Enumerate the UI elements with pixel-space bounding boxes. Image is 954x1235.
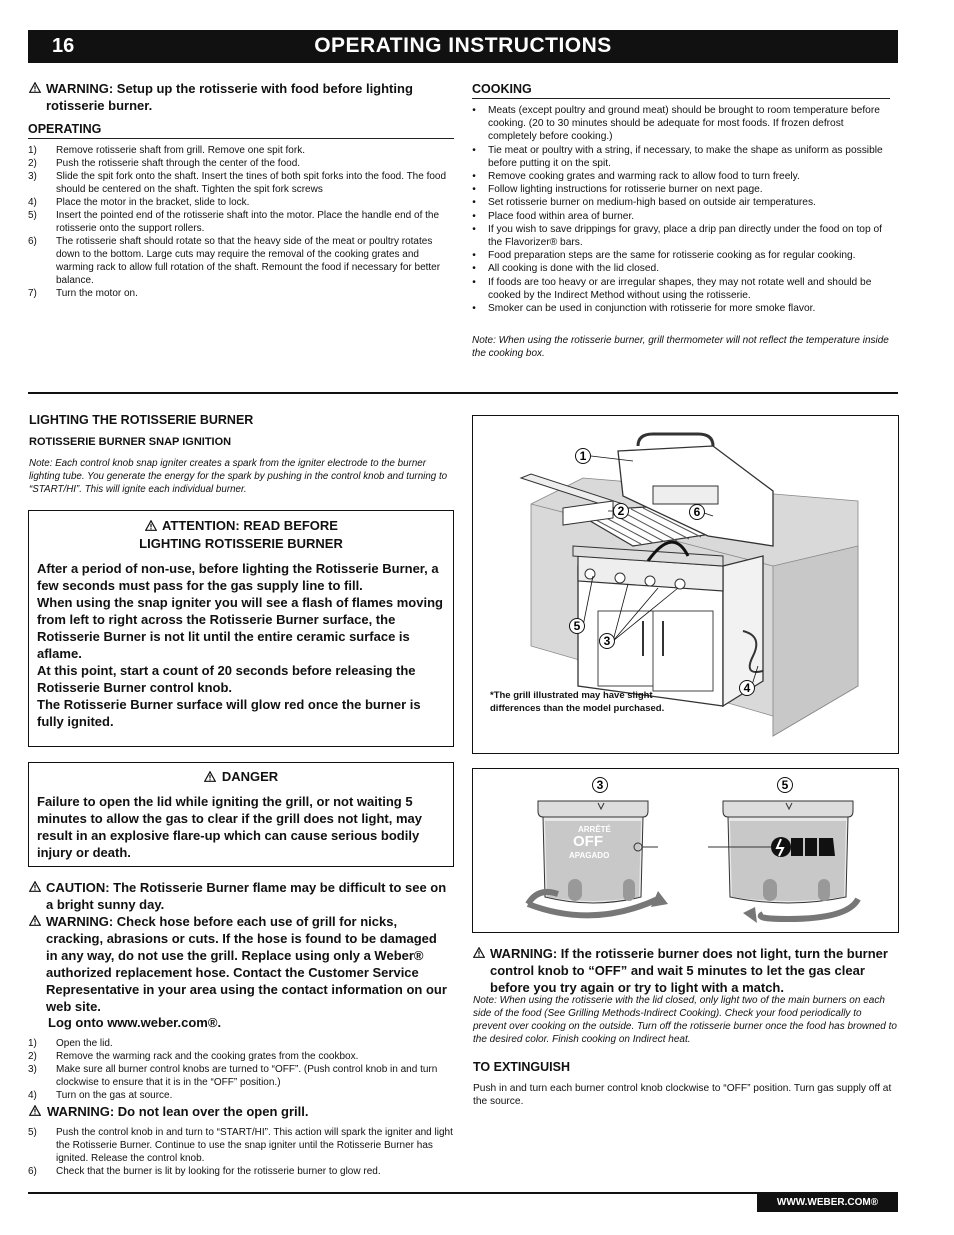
list-item — [28, 144, 448, 157]
bullet-icon: • — [472, 210, 476, 222]
list-item-number: 4) — [28, 1090, 37, 1101]
callout-1: 1 — [579, 449, 587, 463]
knob-drawing — [473, 769, 898, 932]
bullet-text: Meats (except poultry and ground meat) should be brought to room temperature before cooking. (20 to 30 minutes should be adequate for most foods. If frozen defrost completely before cooking.) — [488, 105, 880, 143]
bullet-icon: • — [472, 197, 476, 209]
page-header — [28, 30, 898, 63]
bullet-text: Follow lighting instructions for rotisserie burner on next page. — [488, 184, 763, 196]
knob-callout-5: 5 — [781, 778, 789, 792]
list-item-text: Push the control knob in and turn to “START/HI”. This action will spark the igniter and light the Rotisserie Burner. Continue to use the snap igniter until the Rotisserie Burner has ignited. Release the control knob. — [56, 1127, 453, 1164]
bullet-item — [460, 183, 890, 196]
bullet-icon: • — [472, 144, 476, 156]
list-item — [28, 1165, 454, 1178]
bullet-text: If foods are too heavy or are irregular shapes, they may not rotate well and should be cooked by the Indirect Method without using the rotisserie. — [488, 276, 872, 301]
bullet-item — [460, 170, 890, 183]
bullet-item — [460, 302, 890, 315]
callout-4: 4 — [743, 681, 751, 695]
bullet-icon: • — [472, 303, 476, 315]
warning-triangle-icon — [29, 879, 41, 913]
list-item-text: Make sure all burner control knobs are turned to “OFF”. (Push control knob in and turn clockwise to ensure that it is in the “OFF” position.) — [56, 1064, 438, 1088]
cooking-note: Note: When using the rotisserie burner, grill thermometer will not reflect the temperature inside the cooking box. — [472, 335, 889, 359]
list-item-text: Slide the spit fork onto the shaft. Insert the tines of both spit forks into the food. The food should be centered on the shaft. Tighten the spit fork screws — [56, 171, 447, 195]
list-item — [28, 1050, 454, 1063]
rotisserie-setup-warning — [29, 80, 449, 114]
bullet-item — [460, 249, 890, 262]
no-light-warning-block — [473, 945, 893, 996]
bullet-icon: • — [472, 105, 476, 116]
bullet-item — [460, 104, 890, 144]
list-item-text: The rotisserie shaft should rotate so that the heavy side of the meat or poultry rotates down to the bottom. Large cuts may require the removal of the cooking grates and warming rack to allow full rotation of the shaft. Remount the food if necessary for better balance. — [56, 236, 441, 286]
list-item — [28, 1063, 454, 1089]
list-item-number: 3) — [28, 1064, 37, 1075]
lighting-steps-a — [28, 1037, 454, 1102]
bullet-text: Set rotisserie burner on medium-high based on outside air temperatures. — [488, 197, 816, 209]
list-item — [28, 1126, 454, 1165]
callout-5: 5 — [573, 619, 581, 633]
knob-arrete-label: ARRÊTÉ — [578, 825, 611, 834]
bullet-item — [460, 262, 890, 275]
cooking-bullets — [460, 104, 890, 315]
list-item-number: 2) — [28, 1051, 37, 1062]
attention-paragraphs — [29, 552, 453, 730]
list-item — [28, 157, 448, 170]
section-divider — [28, 392, 898, 394]
list-item-text: Remove rotisserie shaft from grill. Remove one spit fork. — [56, 145, 305, 156]
list-item-number: 6) — [28, 1166, 37, 1177]
list-item-number: 5) — [28, 210, 37, 221]
bullet-icon: • — [472, 276, 476, 288]
cooking-title: COOKING — [472, 82, 890, 99]
page-number: 16 — [52, 35, 75, 57]
list-item — [28, 1089, 454, 1102]
list-item-text: Turn on the gas at source. — [56, 1090, 173, 1101]
hose-warning-text: WARNING: Check hose before each use of grill for nicks, cracking, abrasions or cuts. If the hose is found to be damaged in any way, do not use the grill. Replace using only a Weber® authorized replacement hose. Contact the Customer Service Representative in your area using the contact information on our web site. — [46, 914, 447, 1014]
lighting-subtitle: ROTISSERIE BURNER SNAP IGNITION — [29, 436, 232, 448]
bullet-icon: • — [472, 223, 476, 235]
page-title: OPERATING INSTRUCTIONS — [314, 34, 612, 57]
warning-triangle-icon — [204, 769, 217, 786]
attention-title-line2: LIGHTING ROTISSERIE BURNER — [139, 536, 343, 551]
knob-callout-3: 3 — [596, 778, 604, 792]
extinguish-text: Push in and turn each burner control knob clockwise to “OFF” position. Turn gas supply off at the source. — [473, 1083, 892, 1107]
footer-url: WWW.WEBER.COM® — [757, 1194, 898, 1212]
list-item-number: 4) — [28, 197, 37, 208]
list-item-number: 3) — [28, 171, 37, 182]
bullet-icon: • — [472, 184, 476, 196]
list-item-number: 1) — [28, 145, 37, 156]
attention-paragraph: When using the snap igniter you will see a flash of flames moving from left to right across the Rotisserie Burner surface, the Rotisserie Burner is not lit until the entire ceramic surface is aflame. — [37, 595, 443, 661]
list-item-text: Push the rotisserie shaft through the center of the food. — [56, 158, 301, 169]
lighting-steps-b — [28, 1126, 454, 1178]
warning-triangle-icon — [29, 80, 41, 114]
bullet-text: Tie meat or poultry with a string, if necessary, to make the shape as uniform as possible before putting it on the spit. — [488, 144, 883, 169]
danger-text: Failure to open the lid while igniting the grill, or not waiting 5 minutes to allow the gas to clear if the grill does not light, may result in an explosive flare-up which can cause serious bodily injury or death. — [37, 794, 422, 860]
figure-caption: *The grill illustrated may have slight differences than the model purchased. — [490, 690, 665, 714]
lighting-title: LIGHTING THE ROTISSERIE BURNER — [29, 413, 254, 427]
list-item-number: 7) — [28, 288, 37, 299]
lid-closed-note: Note: When using the rotisserie with the lid closed, only light two of the main burners on each side of the food (See Grilling Methods-Indirect Cooking). Check your food periodically to prevent over cooking on the outside. Turn off the rotisserie burner once the food has browned to the desired color. Finish cooking on Indirect heat. — [473, 995, 897, 1045]
bullet-icon: • — [472, 171, 476, 183]
operating-steps — [28, 144, 448, 300]
knob-off-label: OFF — [573, 833, 603, 850]
extinguish-title: TO EXTINGUISH — [473, 1060, 571, 1074]
bullet-text: Place food within area of burner. — [488, 210, 635, 222]
bullet-icon: • — [472, 250, 476, 262]
bullet-item — [460, 196, 890, 209]
warning-triangle-icon — [29, 1103, 42, 1120]
bullet-text: Food preparation steps are the same for rotisserie cooking as for regular cooking. — [488, 250, 856, 262]
callout-6: 6 — [693, 505, 701, 519]
list-item-number: 6) — [28, 236, 37, 247]
callout-3: 3 — [603, 634, 611, 648]
list-item-text: Insert the pointed end of the rotisserie shaft into the motor. Place the handle end of the rotisserie onto the support rollers. — [56, 210, 440, 234]
warning-triangle-icon — [144, 518, 157, 535]
grill-illustration — [472, 415, 899, 754]
bullet-icon: • — [472, 263, 476, 275]
bullet-item — [460, 210, 890, 223]
list-item-text: Place the motor in the bracket, slide to lock. — [56, 197, 250, 208]
no-light-warning-text: WARNING: If the rotisserie burner does not light, turn the burner control knob to “OFF” and wait 5 minutes to let the gas clear before you try again or try to light with a match. — [490, 946, 888, 995]
log-onto-text: Log onto www.weber.com®. — [48, 1015, 222, 1030]
list-item — [28, 196, 448, 209]
lean-warning-text: WARNING: Do not lean over the open grill. — [47, 1104, 309, 1119]
lean-warning-block — [29, 1103, 449, 1120]
list-item-text: Open the lid. — [56, 1038, 113, 1049]
list-item-text: Remove the warming rack and the cooking grates from the cookbox. — [56, 1051, 359, 1062]
attention-paragraph: At this point, start a count of 20 seconds before releasing the Rotisserie Burner control knob. — [37, 663, 416, 695]
caution-block — [29, 879, 449, 913]
list-item — [28, 287, 448, 300]
knob-illustration — [472, 768, 899, 933]
warning-triangle-icon — [473, 945, 485, 996]
list-item-text: Turn the motor on. — [56, 288, 138, 299]
bullet-text: All cooking is done with the lid closed. — [488, 263, 660, 275]
attention-box — [28, 510, 454, 747]
bullet-item — [460, 144, 890, 170]
warning-triangle-icon — [29, 913, 41, 1015]
list-item-number: 1) — [28, 1038, 37, 1049]
attention-title-line1: ATTENTION: READ BEFORE — [162, 518, 338, 533]
list-item — [28, 209, 448, 235]
list-item — [28, 1037, 454, 1050]
list-item-number: 2) — [28, 158, 37, 169]
callout-2: 2 — [617, 504, 625, 518]
bullet-item — [460, 223, 890, 249]
list-item — [28, 235, 448, 287]
lighting-note: Note: Each control knob snap igniter creates a spark from the igniter electrode to the burner lighting tube. You generate the energy for the spark by pushing in the control knob and turning to “START/HI”. This will ignite each individual burner. — [29, 458, 448, 495]
hose-warning-block — [29, 913, 449, 1015]
danger-box — [28, 762, 454, 867]
warning-text: WARNING: Setup up the rotisserie with food before lighting rotisserie burner. — [46, 81, 413, 113]
operating-title: OPERATING — [28, 122, 454, 139]
list-item-number: 5) — [28, 1127, 37, 1138]
bullet-text: Smoker can be used in conjunction with rotisserie for more smoke flavor. — [488, 303, 816, 315]
bullet-item — [460, 276, 890, 302]
caution-text: CAUTION: The Rotisserie Burner flame may be difficult to see on a bright sunny day. — [46, 880, 447, 912]
list-item — [28, 170, 448, 196]
list-item-text: Check that the burner is lit by looking for the rotisserie burner to glow red. — [56, 1166, 381, 1177]
danger-title: DANGER — [221, 769, 279, 784]
bullet-text: If you wish to save drippings for gravy, place a drip pan directly under the food on top of the Flavorizer® bars. — [488, 223, 882, 249]
attention-paragraph: The Rotisserie Burner surface will glow red once the burner is fully ignited. — [37, 697, 421, 729]
attention-paragraph: After a period of non-use, before lighting the Rotisserie Burner, a few seconds must pass for the gas supply line to fill. — [37, 561, 439, 593]
knob-apagado-label: APAGADO — [569, 851, 610, 860]
bullet-text: Remove cooking grates and warming rack to allow food to turn freely. — [488, 171, 800, 183]
